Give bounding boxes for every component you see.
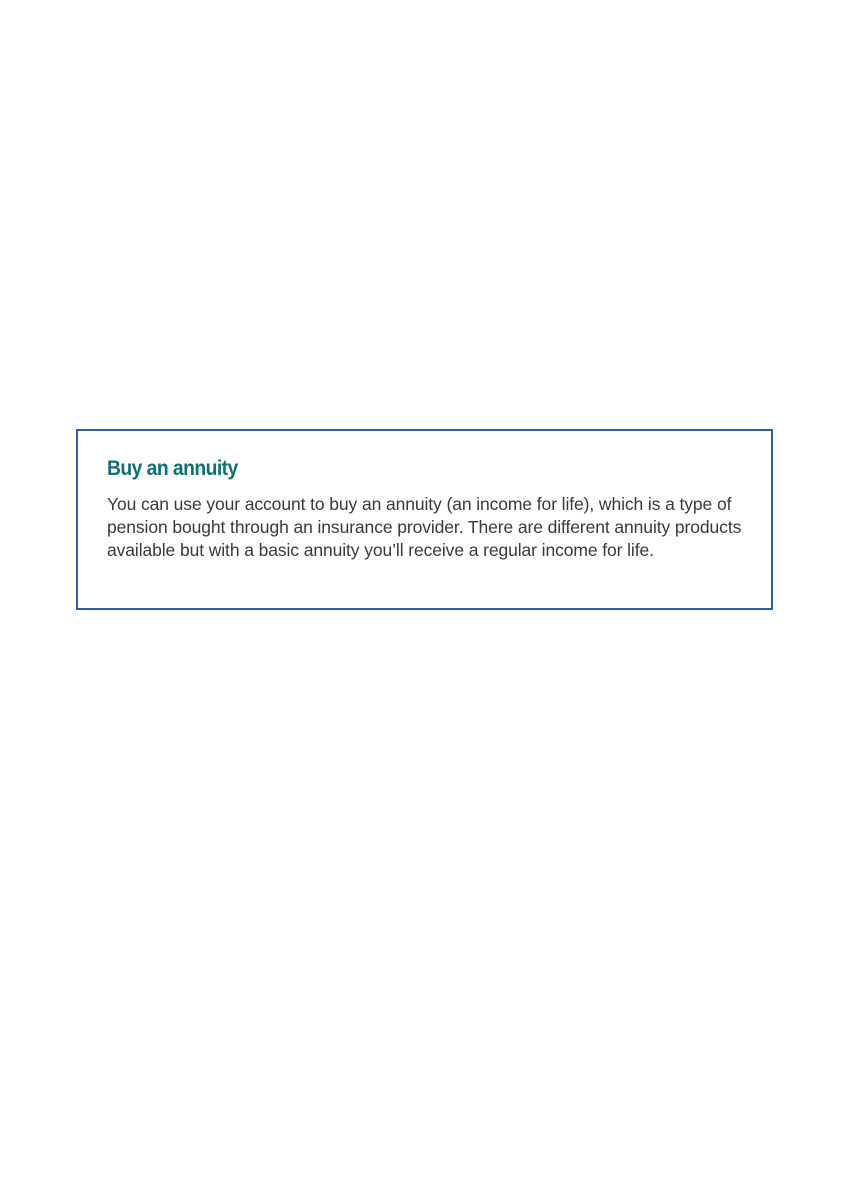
box-title: Buy an annuity — [107, 457, 238, 480]
annuity-info-box — [76, 429, 773, 610]
box-body-text: You can use your account to buy an annuity (an income for life), which is a type of pension bought through an insurance provider. There are different annuity products available but with a basic annuity you’ll receive a regular income for life. — [107, 494, 742, 560]
